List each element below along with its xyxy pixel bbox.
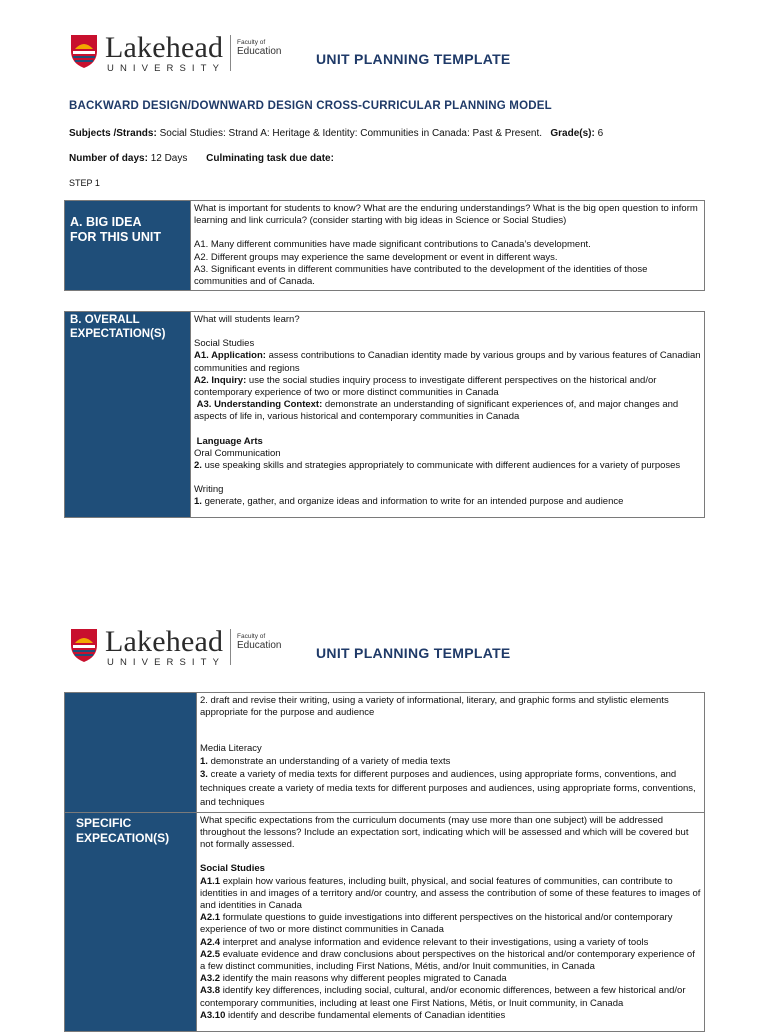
big-idea-prompt: What is important for students to know? What are the enduring understandings? What is the big open question to inform learning and link curricula? (consider starting with big ideas in Science or Social Studies) bbox=[194, 203, 698, 227]
specific-item: A3.8 identify key differences, including social, cultural, and/or economic differences, between a few historical and/or contemporary communities, including at least one First Nations, Métis, or Inuit community, in Canada bbox=[200, 985, 686, 1009]
overall-label: B. OVERALL EXPECTATION(S) bbox=[65, 312, 191, 518]
continuation-label bbox=[65, 693, 197, 813]
logo-faculty: Faculty of bbox=[237, 633, 266, 640]
specific-item: A1.1 explain how various features, including built, physical, and social features of communities, can contribute to identities in and images of a territory and/or country, and assess the contribution of some of these features to images of and identities in Canada bbox=[200, 875, 701, 912]
overall-prompt: What will students learn? bbox=[194, 314, 300, 325]
specific-item: A3.10 identify and describe fundamental elements of Canadian identities bbox=[200, 1009, 506, 1021]
subjects-value: Social Studies: Strand A: Heritage & Identity: Communities in Canada: Past & Present. bbox=[159, 128, 543, 139]
crest-icon bbox=[69, 33, 99, 69]
lakehead-logo-2 bbox=[69, 627, 284, 671]
subjects-line bbox=[69, 128, 603, 139]
page-title: UNIT PLANNING TEMPLATE bbox=[316, 51, 511, 67]
big-idea-a1: A1. Many different communities have made significant contributions to Canada’s development. bbox=[194, 239, 591, 251]
logo-education: Education bbox=[237, 46, 282, 57]
big-idea-content bbox=[191, 201, 705, 291]
specific-items bbox=[200, 876, 701, 1022]
specific-content bbox=[197, 812, 705, 1031]
big-idea-table bbox=[64, 200, 705, 291]
big-idea-label: A. BIG IDEA FOR THIS UNIT bbox=[65, 201, 191, 291]
media-heading: Media Literacy bbox=[200, 743, 262, 755]
media-1: 1. demonstrate an understanding of a variety of media texts bbox=[200, 755, 451, 767]
specific-ss-heading: Social Studies bbox=[200, 863, 265, 875]
writing-2: 2. draft and revise their writing, using a variety of informational, literary, and graphic forms and stylistic elements appropriate for the purpose and audience bbox=[200, 695, 669, 719]
overall-a3: A3. Understanding Context: demonstrate an understanding of significant experiences of, and major changes and aspects of life in, various historical and contemporary communities in Canada bbox=[194, 399, 679, 423]
specific-item: A3.2 identify the main reasons why different peoples migrated to Canada bbox=[200, 973, 507, 985]
crest-icon bbox=[69, 627, 99, 663]
specific-label: SPECIFIC EXPECATION(S) bbox=[65, 812, 197, 1031]
big-idea-a2: A2. Different groups may experience the same development or event in different ways. bbox=[194, 251, 558, 263]
overall-ss-heading: Social Studies bbox=[194, 338, 255, 350]
logo-divider bbox=[230, 35, 231, 71]
step-label: STEP 1 bbox=[69, 178, 100, 188]
logo-wordmark: Lakehead bbox=[105, 625, 224, 658]
overall-a1: A1. Application: assess contributions to Canadian identity made by various groups and by various features of Canadian communities and regions bbox=[194, 350, 701, 374]
days-value: 12 Days bbox=[150, 153, 188, 164]
overall-content bbox=[191, 312, 705, 518]
overall-oral-2: 2. use speaking skills and strategies appropriately to communicate with different audiences for a variety of purposes bbox=[194, 460, 681, 472]
grades-label: Grade(s): bbox=[550, 128, 595, 139]
continuation-content bbox=[197, 693, 705, 813]
specific-expectations-table bbox=[64, 692, 705, 1032]
logo-university: UNIVERSITY bbox=[107, 657, 226, 668]
days-label: Number of days: bbox=[69, 153, 148, 164]
days-line bbox=[69, 153, 334, 164]
lakehead-logo bbox=[69, 33, 284, 77]
logo-faculty: Faculty of bbox=[237, 39, 266, 46]
specific-prompt: What specific expectations from the curriculum documents (may use more than one subject) will be addressed throughout the lessons? Include an expectation sort, indicating which will be assessed and which will be covered but not formally assessed. bbox=[200, 814, 689, 851]
overall-oral: Oral Communication bbox=[194, 447, 281, 459]
overall-writing-1: 1. generate, gather, and organize ideas and information to write for an intended purpose and audience bbox=[194, 496, 624, 508]
overall-la-heading: Language Arts bbox=[196, 435, 263, 447]
overall-a2: A2. Inquiry: use the social studies inquiry process to investigate different perspectives on the historical and/or contemporary experience of two or more distinct communities in Canada bbox=[194, 374, 657, 399]
media-3: 3. create a variety of media texts for different purposes and audiences, using appropriate forms, conventions, and techniques create a variety of media texts for different purposes and audiences, using appropriate forms, conventions, and techniques bbox=[200, 768, 696, 808]
specific-item: A2.4 interpret and analyse information and evidence relevant to their investigations, using a variety of tools bbox=[200, 936, 649, 948]
subjects-label: Subjects /Strands: bbox=[69, 128, 157, 139]
logo-education: Education bbox=[237, 640, 282, 651]
page-title-2: UNIT PLANNING TEMPLATE bbox=[316, 645, 511, 661]
grades-value: 6 bbox=[597, 128, 604, 139]
specific-item: A2.5 evaluate evidence and draw conclusions about perspectives on the historical and/or contemporary experience of a few distinct communities, including First Nations, Métis, and/or Inuit communities, in Canada bbox=[200, 948, 695, 973]
logo-wordmark: Lakehead bbox=[105, 31, 224, 64]
specific-item: A2.1 formulate questions to guide investigations into different perspectives on the historical and/or contemporary experience of two or more distinct communities in Canada bbox=[200, 912, 673, 936]
logo-university: UNIVERSITY bbox=[107, 63, 226, 74]
big-idea-a3: A3. Significant events in different communities have contributed to the development of the identities of those communities and of Canada. bbox=[194, 263, 648, 288]
model-title: BACKWARD DESIGN/DOWNWARD DESIGN CROSS-CURRICULAR PLANNING MODEL bbox=[69, 100, 552, 112]
culminating-label: Culminating task due date: bbox=[206, 153, 334, 164]
logo-divider bbox=[230, 629, 231, 665]
overall-expectations-table bbox=[64, 311, 705, 518]
overall-writing: Writing bbox=[194, 484, 224, 496]
